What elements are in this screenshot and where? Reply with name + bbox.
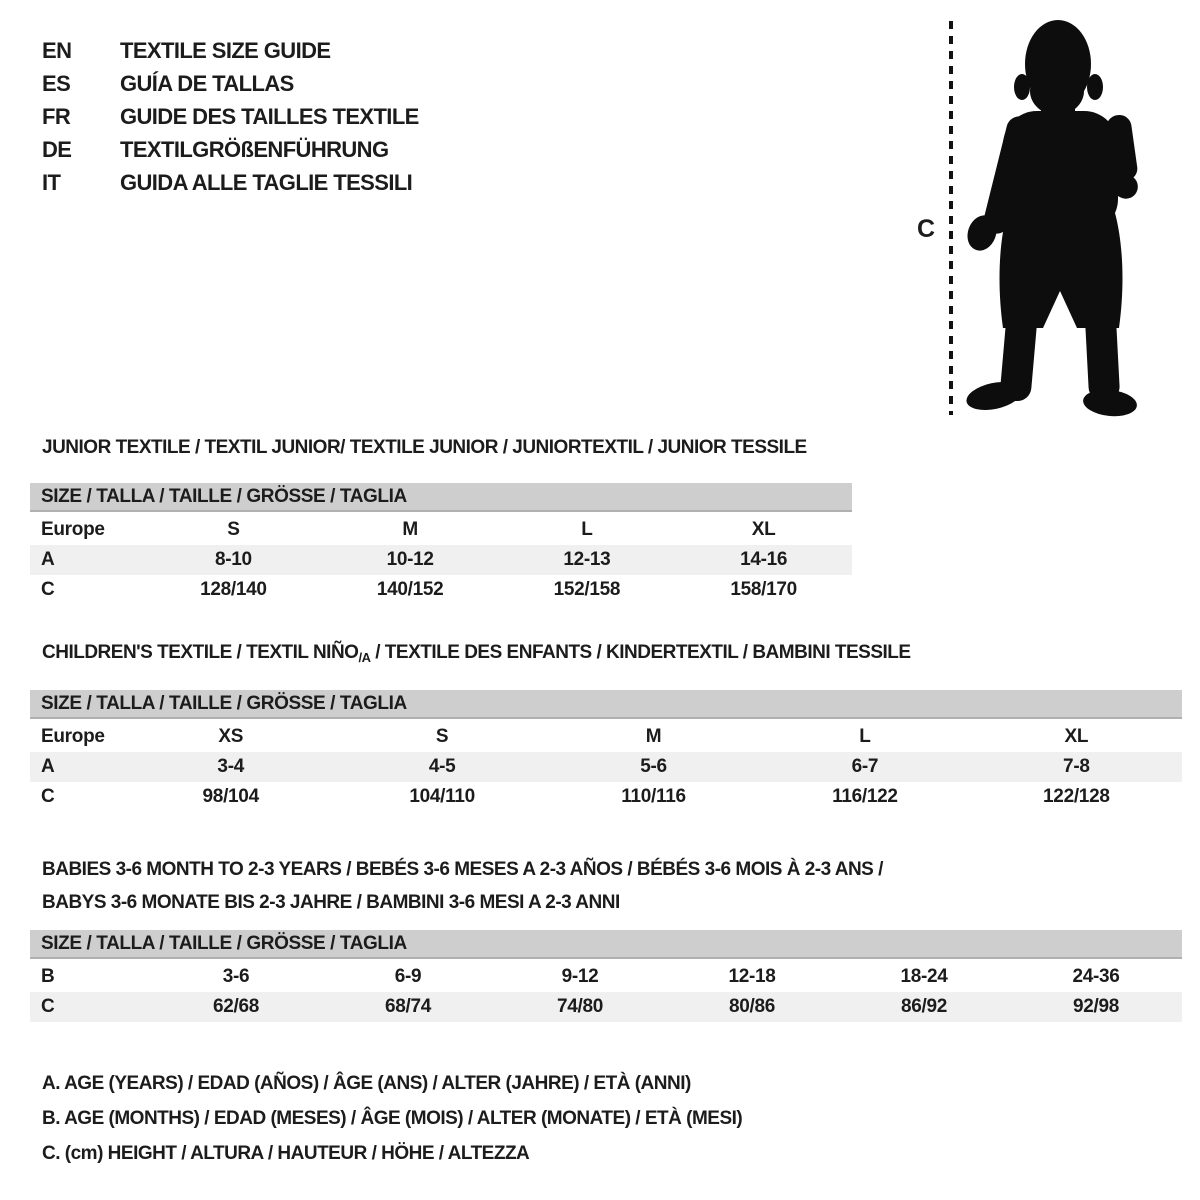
age-cell: 3-6 [222, 966, 250, 987]
height-cell: 92/98 [1072, 996, 1120, 1017]
size-table [30, 722, 1182, 812]
title-part: CHILDREN'S TEXTILE / TEXTIL NIÑO [42, 642, 359, 663]
guide-title: TEXTILGRÖßENFÜHRUNG [120, 136, 389, 162]
age-cell: 6-7 [851, 756, 879, 777]
height-cell: 68/74 [384, 996, 432, 1017]
row-label: A [41, 756, 55, 777]
size-table [30, 962, 1182, 1022]
height-cell: 158/170 [730, 579, 797, 600]
height-cell: 74/80 [556, 996, 604, 1017]
toddler-silhouette-icon [915, 15, 1145, 420]
language-title-list [42, 34, 419, 199]
section-babies-textile [30, 853, 1182, 1022]
language-row [42, 133, 419, 166]
height-cell: 128/140 [200, 579, 267, 600]
height-cell: 110/116 [621, 786, 686, 807]
age-cell: 3-4 [217, 756, 244, 777]
height-cell: 80/86 [728, 996, 776, 1017]
language-code: DE [42, 136, 72, 162]
table-row-height-cm [30, 992, 1182, 1022]
table-row-europe [30, 722, 1182, 752]
size-cell: M [402, 519, 418, 540]
size-cell: XL [1064, 726, 1089, 747]
guide-title: TEXTILE SIZE GUIDE [120, 37, 331, 63]
row-label: Europe [41, 726, 105, 747]
row-label: C [41, 786, 55, 807]
legend-age-months: B. AGE (MONTHS) / EDAD (MESES) / ÂGE (MOIS) / ALTER (MONATE) / ETÀ (MESI) [42, 1108, 743, 1129]
age-cell: 6-9 [394, 966, 422, 987]
table-row-age-years [30, 752, 1182, 782]
size-cell: XS [218, 726, 244, 747]
age-cell: 9-12 [561, 966, 599, 987]
language-row [42, 67, 419, 100]
size-header-bar: SIZE / TALLA / TAILLE / GRÖSSE / TAGLIA [30, 483, 852, 512]
table-row-age-months [30, 962, 1182, 992]
legend-height-cm: C. (cm) HEIGHT / ALTURA / HAUTEUR / HÖHE / ALTEZZA [42, 1143, 530, 1164]
height-cell: 140/152 [376, 579, 444, 600]
section-children-textile [30, 642, 1182, 812]
height-cell: 98/104 [202, 786, 259, 807]
height-cell: 122/128 [1043, 786, 1110, 807]
title-part: / TEXTILE DES ENFANTS / KINDERTEXTIL / BAMBINI TESSILE [370, 642, 911, 663]
row-label: Europe [41, 519, 105, 540]
language-code: EN [42, 37, 72, 63]
height-measure-label: C [917, 215, 935, 243]
section-title: JUNIOR TEXTILE / TEXTIL JUNIOR/ TEXTILE JUNIOR / JUNIORTEXTIL / JUNIOR TESSILE [42, 437, 807, 458]
age-cell: 5-6 [640, 756, 667, 777]
age-cell: 7-8 [1063, 756, 1090, 777]
age-cell: 8-10 [214, 549, 252, 570]
section-junior-textile [30, 437, 852, 605]
table-row-height-cm [30, 782, 1182, 812]
section-title [30, 642, 1182, 665]
age-cell: 12-18 [728, 966, 776, 987]
size-cell: S [227, 519, 240, 540]
language-row [42, 166, 419, 199]
size-cell: L [859, 726, 871, 747]
size-cell: S [435, 726, 449, 747]
language-row [42, 34, 419, 67]
language-code: FR [42, 103, 71, 129]
language-code: IT [42, 169, 61, 195]
size-header-bar: SIZE / TALLA / TAILLE / GRÖSSE / TAGLIA [30, 930, 1182, 959]
title-subscript: /A [358, 650, 371, 665]
row-label: C [41, 579, 55, 600]
age-cell: 10-12 [386, 549, 434, 570]
height-cell: 86/92 [900, 996, 948, 1017]
row-label: C [41, 996, 55, 1017]
size-cell: M [645, 726, 662, 747]
section-title-line2: BABYS 3-6 MONATE BIS 2-3 JAHRE / BAMBINI 3-6 MESI A 2-3 ANNI [42, 892, 620, 913]
row-label: A [41, 549, 55, 570]
guide-title: GUIDA ALLE TAGLIE TESSILI [120, 169, 413, 195]
age-cell: 14-16 [740, 549, 788, 570]
language-code: ES [42, 70, 71, 96]
size-cell: XL [751, 519, 776, 540]
size-header-bar: SIZE / TALLA / TAILLE / GRÖSSE / TAGLIA [30, 690, 1182, 719]
legend-age-years: A. AGE (YEARS) / EDAD (AÑOS) / ÂGE (ANS) / ALTER (JAHRE) / ETÀ (ANNI) [42, 1073, 691, 1094]
height-measure-figure [915, 15, 1145, 420]
age-cell: 24-36 [1072, 966, 1120, 987]
age-cell: 4-5 [428, 756, 456, 777]
guide-title: GUÍA DE TALLAS [120, 70, 294, 96]
language-row [42, 100, 419, 133]
table-row-europe [30, 515, 852, 545]
row-label: B [41, 966, 55, 987]
guide-title: GUIDE DES TAILLES TEXTILE [120, 103, 419, 129]
age-cell: 12-13 [563, 549, 611, 570]
table-row-age-years [30, 545, 852, 575]
height-cell: 62/68 [212, 996, 260, 1017]
toddler-silhouette [963, 20, 1142, 419]
size-table [30, 515, 852, 605]
size-cell: L [581, 519, 593, 540]
table-row-height-cm [30, 575, 852, 605]
height-cell: 104/110 [409, 786, 475, 807]
height-cell: 152/158 [553, 579, 621, 600]
section-title-line1: BABIES 3-6 MONTH TO 2-3 YEARS / BEBÉS 3-6 MESES A 2-3 AÑOS / BÉBÉS 3-6 MOIS À 2-3 ANS / [42, 859, 883, 880]
measurement-legend [42, 1066, 742, 1171]
age-cell: 18-24 [900, 966, 948, 987]
height-cell: 116/122 [832, 786, 898, 807]
